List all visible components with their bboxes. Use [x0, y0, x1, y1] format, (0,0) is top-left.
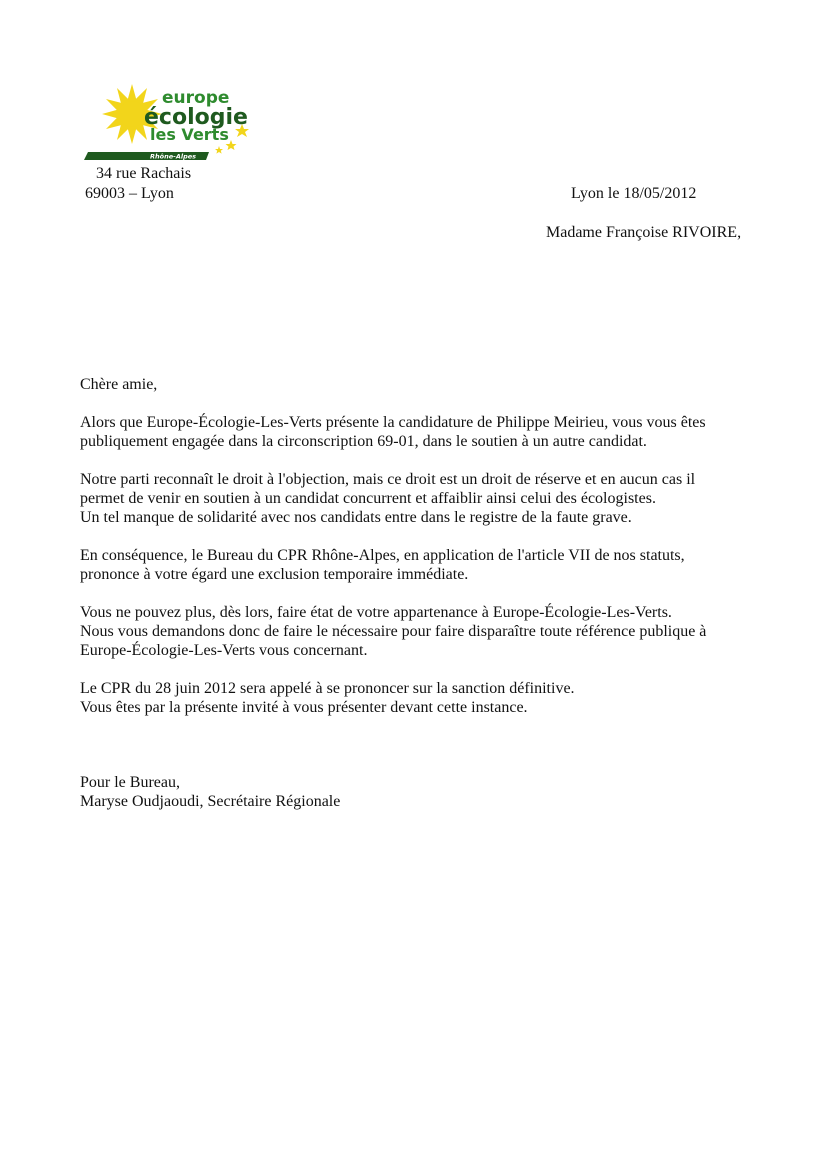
paragraph-3-line-2: prononce à votre égard une exclusion temporaire immédiate. [80, 566, 469, 583]
sender-address-street: 34 rue Rachais [96, 165, 192, 182]
logo-region: Rhône-Alpes [150, 152, 197, 161]
signatory: Maryse Oudjaoudi, Secrétaire Régionale [80, 793, 341, 810]
sender-address-city: 69003 – Lyon [85, 185, 174, 202]
closing: Pour le Bureau, [80, 774, 180, 791]
paragraph-2-line-1: Notre parti reconnaît le droit à l'objection, mais ce droit est un droit de réserve et en aucun cas il [80, 471, 696, 488]
paragraph-3-line-1: En conséquence, le Bureau du CPR Rhône-Alpes, en application de l'article VII de nos statuts, [80, 547, 685, 564]
recipient-name: Madame Françoise RIVOIRE, [546, 224, 742, 241]
logo-line-les-verts: les Verts [150, 125, 229, 144]
sunflower-logo-icon [84, 80, 256, 162]
party-logo [84, 80, 256, 162]
paragraph-5-line-2: Vous êtes par la présente invité à vous présenter devant cette instance. [80, 699, 528, 716]
place-and-date: Lyon le 18/05/2012 [571, 185, 697, 202]
paragraph-2-line-3: Un tel manque de solidarité avec nos candidats entre dans le registre de la faute grave. [80, 509, 632, 526]
letter-body [80, 375, 760, 811]
logo-line-europe: europe [162, 88, 230, 108]
logo-line-ecologie: écologie [144, 105, 248, 130]
paragraph-1-line-2: publiquement engagée dans la circonscription 69-01, dans le soutien à un autre candidat. [80, 433, 647, 450]
paragraph-5-line-1: Le CPR du 28 juin 2012 sera appelé à se prononcer sur la sanction définitive. [80, 680, 575, 697]
salutation: Chère amie, [80, 376, 158, 393]
paragraph-4-line-3: Europe-Écologie-Les-Verts vous concernant. [80, 642, 368, 659]
paragraph-1-line-1: Alors que Europe-Écologie-Les-Verts présente la candidature de Philippe Meirieu, vous vous êtes [80, 414, 706, 431]
paragraph-2-line-2: permet de venir en soutien à un candidat concurrent et affaiblir ainsi celui des écologistes. [80, 490, 656, 507]
paragraph-4-line-2: Nous vous demandons donc de faire le nécessaire pour faire disparaître toute référence publique à [80, 623, 707, 640]
paragraph-4-line-1: Vous ne pouvez plus, dès lors, faire état de votre appartenance à Europe-Écologie-Les-Verts. [80, 604, 672, 621]
